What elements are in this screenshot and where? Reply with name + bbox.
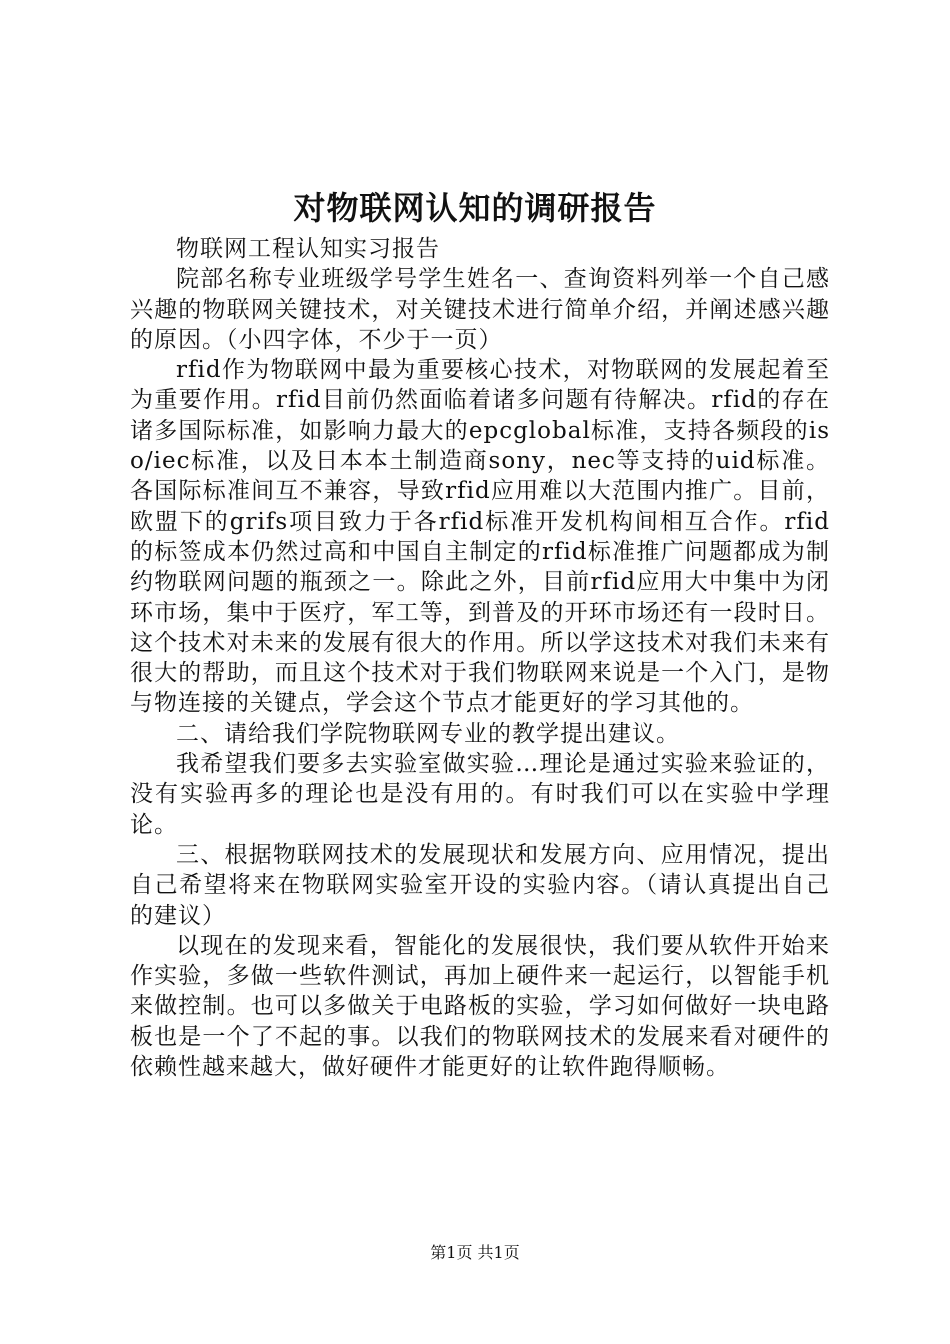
- document-body: [130, 234, 830, 1082]
- paragraph-answer-3: 以现在的发现来看，智能化的发展很快，我们要从软件开始来作实验，多做一些软件测试，再加上硬件来一起运行，以智能手机来做控制。也可以多做关于电路板的实验，学习如何做好一块电路板也是一个了不起的事。以我们的物联网技术的发展来看对硬件的依赖性越来越大，做好硬件才能更好的让软件跑得顺畅。: [130, 932, 830, 1081]
- paragraph-subtitle: 物联网工程认知实习报告: [176, 236, 440, 262]
- paragraph-answer-1: rfid作为物联网中最为重要核心技术，对物联网的发展起着至为重要作用。rfid目前仍然面临着诸多问题有待解决。rfid的存在诸多国际标准，如影响力最大的epcglobal标准，支持各频段的iso/iec标准，以及日本本土制造商sony，nec等支持的uid标准。各国际标准间互不兼容，导致rfid应用难以大范围内推广。目前，欧盟下的grifs项目致力于各rfid标准开发机构间相互合作。rfid的标签成本仍然过高和中国自主制定的rfid标准推广问题都成为制约物联网问题的瓶颈之一。除此之外，目前rfid应用大中集中为闭环市场，集中于医疗，军工等，到普及的开环市场还有一段时日。这个技术对未来的发展有很大的作用。所以学这技术对我们未来有很大的帮助，而且这个技术对于我们物联网来说是一个入门，是物与物连接的关键点，学会这个节点才能更好的学习其他的。: [130, 357, 830, 717]
- document-title: 对物联网认知的调研报告: [293, 189, 657, 227]
- paragraph-question-2: 二、请给我们学院物联网专业的教学提出建议。: [176, 720, 680, 747]
- paragraph-question-1: 院部名称专业班级学号学生姓名一、查询资料列举一个自己感兴趣的物联网关键技术，对关键技术进行简单介绍，并阐述感兴趣的原因。（小四字体，不少于一页）: [130, 266, 830, 353]
- paragraph-answer-2: 我希望我们要多去实验室做实验…理论是通过实验来验证的，没有实验再多的理论也是没有用的。有时我们可以在实验中学理论。: [130, 751, 830, 838]
- paragraph-question-3: 三、根据物联网技术的发展现状和发展方向、应用情况，提出自己希望将来在物联网实验室开设的实验内容。（请认真提出自己的建议）: [130, 841, 830, 929]
- page-footer: 第1页 共1页: [430, 1243, 520, 1262]
